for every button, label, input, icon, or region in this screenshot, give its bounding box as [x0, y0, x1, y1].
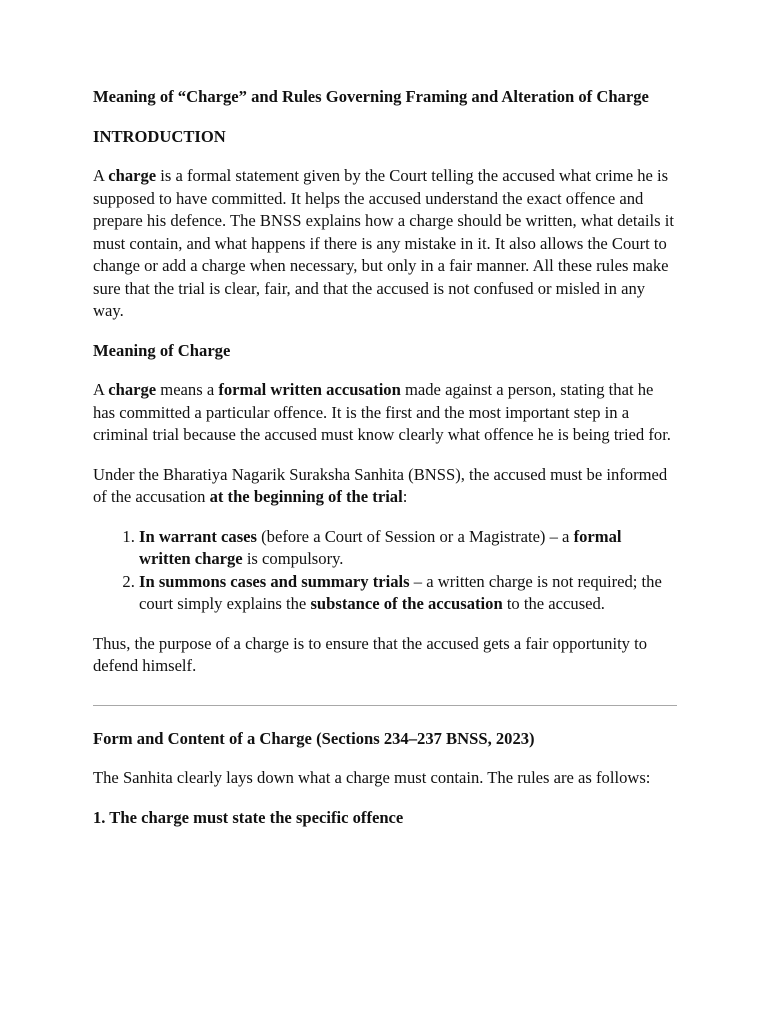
introduction-paragraph [93, 165, 677, 323]
text-run: means a [156, 380, 219, 399]
text-run: to the accused. [502, 594, 605, 613]
text-run: (before a Court of Session or a Magistrate) – a [257, 526, 574, 546]
bold-term-beginning-of-trial: at the beginning of the trial [209, 487, 403, 506]
bold-term-charge: charge [108, 380, 157, 399]
text-run: – a written charge is not required; the court simply explains the [139, 571, 662, 613]
text-run: is compulsory. [242, 549, 344, 568]
form-subheading: 1. The charge must state the specific offence [93, 807, 404, 827]
meaning-paragraph-3: Thus, the purpose of a charge is to ensure that the accused gets a fair opportunity to defend himself. [93, 633, 648, 675]
bold-term: formal written charge [139, 526, 622, 568]
form-paragraph-1: The Sanhita clearly lays down what a charge must contain. The rules are as follows: [93, 768, 651, 787]
text-run: : [402, 487, 408, 506]
meaning-paragraph-1 [93, 379, 677, 447]
list-item-summons-cases [139, 571, 677, 616]
meaning-heading: Meaning of Charge [93, 340, 231, 360]
text-run: made against a person, stating that he has committed a particular offence. It is the first and the most important step in a criminal trial because the accused must know clearly what offence he is being tried for. [93, 380, 671, 444]
case-type-list [93, 526, 677, 616]
text-run: A [93, 166, 109, 185]
text-run: is a formal statement given by the Court telling the accused what crime he is supposed to have committed. It helps the accused understand the exact offence and prepare his defence. The BNSS explains how a charge should be written, what details it must contain, and what happens if there is any mistake in it. It also allows the Court to change or add a charge when necessary, but only in a fair manner. All these rules make sure that the trial is clear, fair, and that the accused is not confused or misled in any way. [93, 166, 674, 320]
bold-term: In summons cases and summary trials [139, 571, 410, 591]
bold-term: In warrant cases [139, 526, 257, 546]
document-title: Meaning of “Charge” and Rules Governing Framing and Alteration of Charge [93, 87, 649, 106]
bold-term-charge: charge [108, 166, 157, 185]
bold-term: substance of the accusation [310, 594, 503, 613]
list-item-warrant-cases [139, 526, 677, 571]
text-run: A [93, 380, 109, 399]
document-page [93, 86, 677, 846]
section-divider [93, 705, 677, 706]
introduction-heading: INTRODUCTION [93, 126, 226, 146]
form-heading: Form and Content of a Charge (Sections 234–237 BNSS, 2023) [93, 728, 535, 748]
meaning-paragraph-2 [93, 464, 677, 509]
bold-term-formal-accusation: formal written accusation [218, 380, 401, 399]
text-run: Under the Bharatiya Nagarik Suraksha Sanhita (BNSS), the accused must be informed of the accusation [93, 464, 668, 506]
